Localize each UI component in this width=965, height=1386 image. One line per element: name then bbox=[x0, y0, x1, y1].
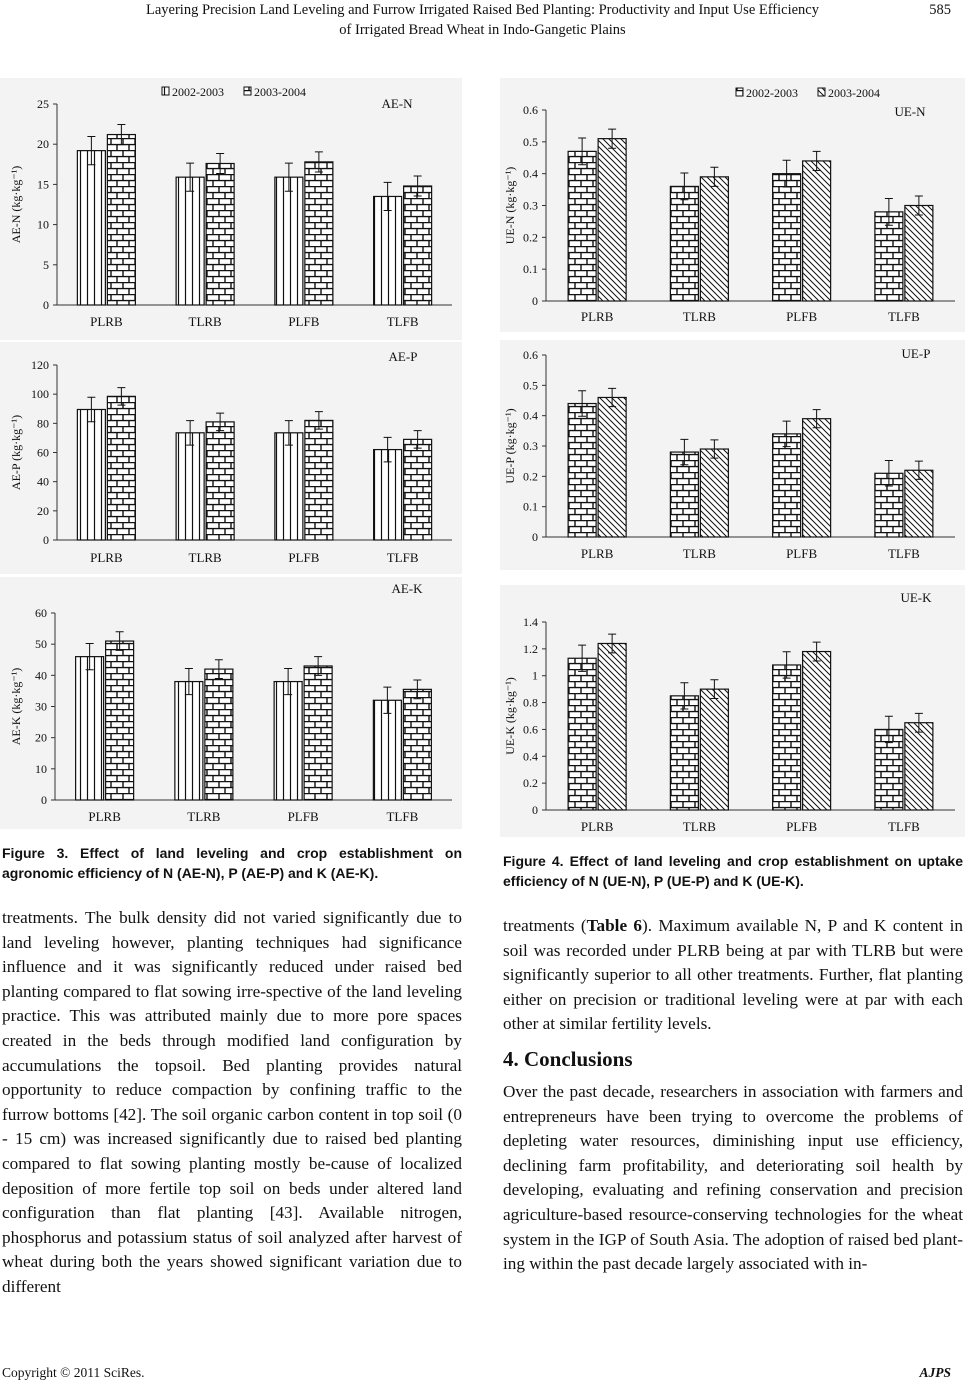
table6-link[interactable]: Table 6 bbox=[586, 916, 642, 935]
bar-2003-2004-PLRB bbox=[598, 643, 626, 810]
category-label: PLRB bbox=[580, 819, 614, 834]
bar-2002-2003-TLFB bbox=[374, 196, 402, 305]
chart-ae-p bbox=[0, 342, 462, 574]
y-tick-label: 10 bbox=[37, 217, 49, 232]
category-label: TLRB bbox=[682, 819, 716, 834]
bar-2003-2004-TLFB bbox=[905, 723, 933, 810]
bar-2003-2004-TLRB bbox=[206, 163, 234, 305]
bar-2002-2003-TLRB bbox=[670, 696, 698, 810]
bar-2002-2003-TLFB bbox=[373, 700, 401, 800]
y-tick-label: 0 bbox=[532, 803, 538, 817]
running-header bbox=[0, 0, 965, 40]
bar-2002-2003-PLRB bbox=[568, 658, 596, 810]
y-tick-label: 1.2 bbox=[523, 641, 538, 656]
category-label: TLRB bbox=[682, 546, 716, 561]
bar-2003-2004-TLRB bbox=[205, 669, 233, 800]
chart-ae-k bbox=[0, 577, 462, 829]
bar-2003-2004-PLFB bbox=[803, 161, 831, 301]
chart-ue-k bbox=[500, 585, 965, 837]
y-tick-label: 80 bbox=[37, 416, 49, 431]
bar-2002-2003-PLFB bbox=[275, 177, 303, 305]
figure3-panel-aen bbox=[0, 78, 462, 340]
y-tick-label: 0.3 bbox=[523, 198, 538, 213]
header-title-line2: of Irrigated Bread Wheat in Indo-Gangetic Plains bbox=[339, 22, 626, 38]
y-tick-label: 60 bbox=[35, 606, 47, 620]
y-tick-label: 1.4 bbox=[523, 615, 538, 629]
y-tick-label: 0 bbox=[43, 298, 49, 312]
category-label: TLRB bbox=[187, 809, 221, 824]
bar-2002-2003-PLRB bbox=[77, 151, 105, 305]
bar-2003-2004-PLFB bbox=[304, 666, 332, 800]
right-text-start: treatments ( bbox=[503, 916, 587, 935]
category-label: PLFB bbox=[288, 314, 320, 329]
bar-2002-2003-PLFB bbox=[773, 434, 801, 537]
figure3-panel-aep bbox=[0, 342, 462, 574]
bar-2002-2003-PLFB bbox=[275, 433, 303, 540]
chart-title: UE-N bbox=[894, 104, 926, 119]
y-tick-label: 0.2 bbox=[523, 776, 538, 791]
y-tick-label: 120 bbox=[31, 358, 49, 372]
bar-2003-2004-TLRB bbox=[700, 449, 728, 537]
y-tick-label: 0.4 bbox=[523, 166, 538, 181]
bar-2003-2004-TLFB bbox=[905, 206, 933, 302]
y-tick-label: 0.6 bbox=[523, 722, 538, 737]
category-label: TLFB bbox=[386, 550, 419, 565]
legend-label: 2002-2003 bbox=[746, 86, 798, 100]
bar-2002-2003-TLRB bbox=[176, 177, 204, 305]
y-tick-label: 20 bbox=[37, 503, 49, 518]
y-tick-label: 0.1 bbox=[523, 499, 538, 514]
y-tick-label: 0.6 bbox=[523, 348, 538, 362]
bar-2002-2003-PLRB bbox=[568, 151, 596, 301]
bar-2002-2003-PLRB bbox=[76, 657, 104, 800]
bar-2003-2004-TLFB bbox=[404, 186, 432, 305]
legend-label: 2002-2003 bbox=[172, 85, 224, 99]
figure4-caption: Figure 4. Effect of land leveling and crop establishment on uptake efficiency of N (UE-N), P (UE-P) and K (UE-K). bbox=[503, 853, 963, 889]
bar-2002-2003-PLRB bbox=[77, 409, 105, 540]
y-tick-label: 40 bbox=[37, 474, 49, 489]
category-label: PLFB bbox=[786, 546, 818, 561]
y-tick-label: 0 bbox=[41, 793, 47, 807]
bar-2003-2004-TLFB bbox=[404, 439, 432, 540]
legend-swatch bbox=[244, 87, 251, 95]
right-body-paragraph bbox=[503, 914, 963, 1037]
bar-2002-2003-TLFB bbox=[374, 450, 402, 540]
bar-2002-2003-TLRB bbox=[670, 186, 698, 301]
bar-2003-2004-TLFB bbox=[905, 470, 933, 537]
bar-2002-2003-PLFB bbox=[773, 665, 801, 810]
chart-title: AE-K bbox=[391, 581, 423, 596]
bar-2002-2003-PLRB bbox=[568, 404, 596, 537]
y-axis-label: UE-K (kg·kg⁻¹) bbox=[503, 677, 517, 755]
y-tick-label: 0 bbox=[532, 294, 538, 308]
y-tick-label: 0.4 bbox=[523, 408, 538, 423]
y-axis-label: AE-K (kg·kg⁻¹) bbox=[9, 667, 23, 746]
legend-label: 2003-2004 bbox=[254, 85, 306, 99]
page-number: 585 bbox=[929, 2, 951, 18]
y-tick-label: 0.2 bbox=[523, 230, 538, 245]
bar-2003-2004-PLFB bbox=[305, 420, 333, 540]
chart-title: AE-P bbox=[388, 349, 418, 364]
conclusions-text: Over the past decade, researchers in association with farmers and entrepreneurs have been trying to overcome the problems of depleting water resources, diminishing input use efficiency, declining farm profitability, and deteriorating soil health by developing, evaluating and refining conservation and precision agriculture-based resource-conserving technologies for the wheat system in the IGP of South Asia. The adoption of raised bed plant-ing within the past decade largely associated with in- bbox=[503, 1082, 963, 1274]
y-tick-label: 30 bbox=[35, 699, 47, 714]
bar-2003-2004-TLRB bbox=[700, 689, 728, 810]
y-tick-label: 100 bbox=[31, 387, 49, 402]
category-label: PLRB bbox=[88, 809, 121, 824]
category-label: TLFB bbox=[386, 809, 419, 824]
category-label: PLFB bbox=[786, 819, 818, 834]
y-tick-label: 20 bbox=[35, 730, 47, 745]
chart-title: AE-N bbox=[381, 96, 413, 111]
y-tick-label: 0.1 bbox=[523, 262, 538, 277]
category-label: PLRB bbox=[580, 546, 614, 561]
y-tick-label: 15 bbox=[37, 177, 49, 192]
category-label: PLFB bbox=[786, 309, 818, 324]
figure3-caption: Figure 3. Effect of land leveling and crop establishment on agronomic efficiency of N (AE-N), P (AE-P) and K (AE-K). bbox=[2, 845, 462, 881]
chart-title: UE-K bbox=[900, 590, 932, 605]
category-label: TLFB bbox=[887, 819, 920, 834]
y-axis-label: AE-N (kg·kg⁻¹) bbox=[9, 165, 23, 244]
category-label: PLRB bbox=[580, 309, 614, 324]
figure4-panel-uep bbox=[500, 340, 965, 570]
bar-2002-2003-PLFB bbox=[274, 682, 302, 800]
left-paragraph-text: treatments. The bulk density did not varied significantly due to land leveling however, planting techniques had significance influence and it was significantly reduced under raised bed planting compared to flat sowing irre-spective of the land leveling practice. This was attributed mainly due to more pore spaces created in the beds through modified land configuration by accumulations the topsoil. Bed planting provides natural opportunity to reduce compaction by confining traffic to the furrow bottoms [42]. The soil organic carbon content in top soil (0 - 15 cm) was increased significantly due to raised bed planting compared to flat sowing planting mostly be-cause of localized deposition of more fertile top soil on beds under altered land configuration than flat planting [43]. Available nitrogen, phosphorus and potassium status of soil analyzed after harvest of wheat during both the years showed significant variation due to different bbox=[2, 908, 462, 1296]
y-tick-label: 60 bbox=[37, 445, 49, 460]
category-label: TLRB bbox=[188, 314, 222, 329]
figure4-panel-uek bbox=[500, 585, 965, 837]
bar-2002-2003-PLFB bbox=[773, 174, 801, 301]
right-text-rest: ). Maximum available N, P and K content in soil was recorded under PLRB being at par with TLRB but were significantly superior to all other treatments. Further, flat planting either on precision or traditional leveling were at par with each other at similar fertility levels. bbox=[503, 916, 964, 1034]
y-tick-label: 0.5 bbox=[523, 378, 538, 393]
y-tick-label: 0.2 bbox=[523, 469, 538, 484]
category-label: TLFB bbox=[386, 314, 419, 329]
legend-swatch bbox=[162, 87, 169, 95]
y-axis-label: UE-P (kg·kg⁻¹) bbox=[503, 408, 517, 484]
bar-2003-2004-PLRB bbox=[107, 396, 135, 540]
category-label: TLRB bbox=[682, 309, 716, 324]
y-tick-label: 0.8 bbox=[523, 695, 538, 710]
y-tick-label: 20 bbox=[37, 137, 49, 152]
chart-ue-n bbox=[500, 78, 965, 332]
y-tick-label: 1 bbox=[532, 668, 538, 683]
figure4-panel-uen bbox=[500, 78, 965, 332]
y-tick-label: 0.5 bbox=[523, 134, 538, 149]
category-label: PLRB bbox=[90, 314, 123, 329]
bar-2003-2004-PLRB bbox=[107, 135, 135, 305]
header-title-line1: Layering Precision Land Leveling and Furrow Irrigated Raised Bed Planting: Productivity and Input Use Efficiency bbox=[145, 2, 819, 18]
bar-2003-2004-PLRB bbox=[598, 139, 626, 301]
y-tick-label: 25 bbox=[37, 97, 49, 111]
chart-ae-n bbox=[0, 78, 462, 340]
right-paragraph-text bbox=[503, 914, 963, 1037]
category-label: PLFB bbox=[287, 809, 319, 824]
chart-title: UE-P bbox=[901, 346, 931, 361]
y-tick-label: 0.3 bbox=[523, 439, 538, 453]
bar-2003-2004-PLFB bbox=[803, 419, 831, 537]
bar-2003-2004-PLFB bbox=[803, 652, 831, 810]
y-tick-label: 0 bbox=[532, 530, 538, 544]
category-label: PLFB bbox=[288, 550, 320, 565]
bar-2003-2004-PLFB bbox=[305, 162, 333, 305]
copyright-notice: Copyright © 2011 SciRes. bbox=[2, 1365, 145, 1380]
y-tick-label: 40 bbox=[35, 668, 47, 683]
legend-swatch bbox=[818, 88, 825, 96]
bar-2002-2003-TLRB bbox=[175, 682, 203, 800]
y-axis-label: UE-N (kg·kg⁻¹) bbox=[503, 166, 517, 245]
bar-2003-2004-PLRB bbox=[598, 397, 626, 537]
chart-ue-p bbox=[500, 340, 965, 570]
y-tick-label: 0.4 bbox=[523, 749, 538, 764]
y-tick-label: 50 bbox=[35, 637, 47, 652]
conclusions-paragraph bbox=[503, 1080, 963, 1277]
bar-2003-2004-TLRB bbox=[700, 177, 728, 301]
legend-label: 2003-2004 bbox=[828, 86, 880, 100]
y-axis-label: AE-P (kg·kg⁻¹) bbox=[9, 414, 23, 491]
y-tick-label: 0.6 bbox=[523, 103, 538, 117]
figure3-panel-aek bbox=[0, 577, 462, 829]
journal-abbrev: AJPS bbox=[919, 1365, 951, 1380]
y-tick-label: 0 bbox=[43, 533, 49, 547]
legend-swatch bbox=[736, 88, 743, 96]
category-label: TLRB bbox=[188, 550, 222, 565]
left-body-paragraph bbox=[2, 906, 462, 1300]
y-tick-label: 10 bbox=[35, 761, 47, 776]
bar-2003-2004-TLFB bbox=[403, 689, 431, 800]
bar-2003-2004-TLRB bbox=[206, 422, 234, 540]
category-label: PLRB bbox=[90, 550, 123, 565]
y-tick-label: 5 bbox=[43, 257, 49, 272]
section-heading: 4. Conclusions bbox=[503, 1047, 633, 1071]
bar-2002-2003-TLRB bbox=[176, 433, 204, 540]
category-label: TLFB bbox=[887, 309, 920, 324]
bar-2003-2004-PLRB bbox=[106, 641, 134, 800]
category-label: TLFB bbox=[887, 546, 920, 561]
